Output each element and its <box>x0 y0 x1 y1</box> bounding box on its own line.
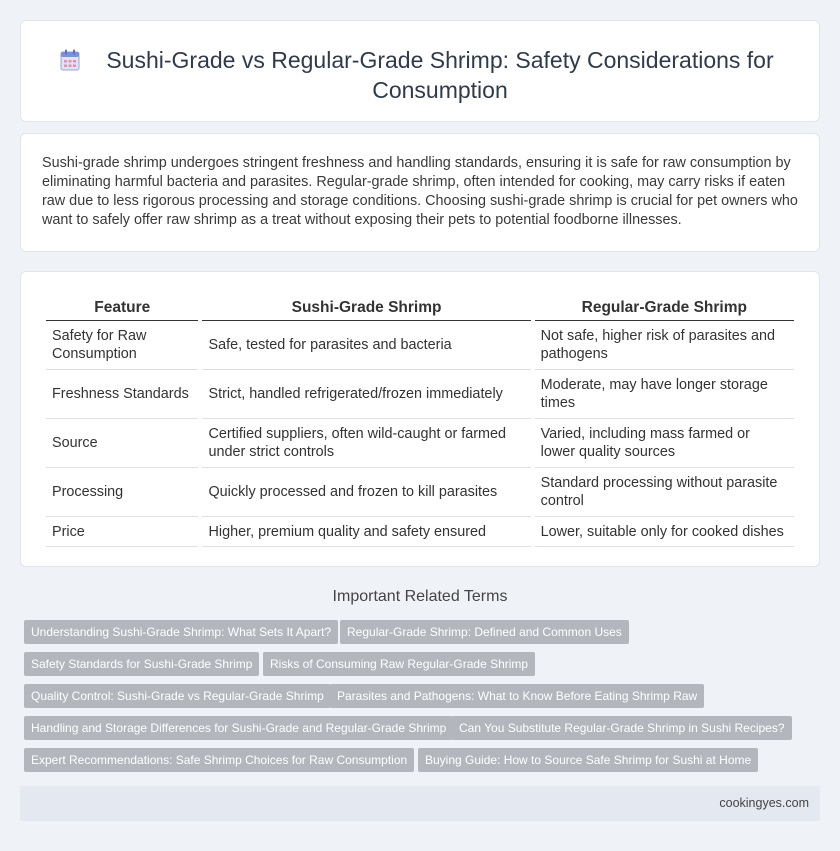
table-row <box>46 517 794 547</box>
table-header-row <box>46 295 794 321</box>
table-cell: Safety for Raw Consumption <box>46 321 198 370</box>
related-term-link[interactable]: Quality Control: Sushi-Grade vs Regular-Grade Shrimp <box>24 684 331 708</box>
intro-text: Sushi-grade shrimp undergoes stringent freshness and handling standards, ensuring it is safe for raw consumption by eliminating harmful bacteria and parasites. Regular-grade shrimp, often intended for cooking, may carry risks if eaten raw due to less rigorous processing and storage conditions. Choosing sushi-grade shrimp is crucial for pet owners who want to safely offer raw shrimp as a treat without exposing their pets to potential foodborne illnesses. <box>42 155 798 228</box>
table-cell: Source <box>46 419 198 468</box>
related-term-link[interactable]: Understanding Sushi-Grade Shrimp: What Sets It Apart? <box>24 620 338 644</box>
table-cell: Varied, including mass farmed or lower quality sources <box>535 419 794 468</box>
table-row <box>46 321 794 370</box>
column-header: Regular-Grade Shrimp <box>535 295 794 321</box>
table-cell: Strict, handled refrigerated/frozen immediately <box>202 370 530 419</box>
calendar-icon <box>60 49 80 71</box>
table-cell: Certified suppliers, often wild-caught or farmed under strict controls <box>202 419 530 468</box>
related-term-link[interactable]: Parasites and Pathogens: What to Know Before Eating Shrimp Raw <box>330 684 704 708</box>
table-cell: Higher, premium quality and safety ensured <box>202 517 530 547</box>
table-cell: Freshness Standards <box>46 370 198 419</box>
column-header: Feature <box>46 295 198 321</box>
comparison-card <box>20 271 820 567</box>
table-cell: Standard processing without parasite control <box>535 468 794 517</box>
related-term-link[interactable]: Regular-Grade Shrimp: Defined and Common Uses <box>340 620 629 644</box>
related-term-link[interactable]: Expert Recommendations: Safe Shrimp Choices for Raw Consumption <box>24 748 414 772</box>
table-cell: Lower, suitable only for cooked dishes <box>535 517 794 547</box>
site-name[interactable]: cookingyes.com <box>719 796 809 810</box>
related-term-link[interactable]: Handling and Storage Differences for Sushi-Grade and Regular-Grade Shrimp <box>24 716 453 740</box>
related-term-link[interactable]: Risks of Consuming Raw Regular-Grade Shrimp <box>263 652 535 676</box>
comparison-table <box>42 295 798 547</box>
title-card <box>20 20 820 122</box>
table-cell: Quickly processed and frozen to kill parasites <box>202 468 530 517</box>
table-cell: Safe, tested for parasites and bacteria <box>202 321 530 370</box>
table-row <box>46 370 794 419</box>
column-header: Sushi-Grade Shrimp <box>202 295 530 321</box>
related-term-link[interactable]: Buying Guide: How to Source Safe Shrimp for Sushi at Home <box>418 748 758 772</box>
table-cell: Price <box>46 517 198 547</box>
table-row <box>46 419 794 468</box>
footer <box>20 786 820 821</box>
intro-card <box>20 133 820 252</box>
table-cell: Processing <box>46 468 198 517</box>
related-term-link[interactable]: Can You Substitute Regular-Grade Shrimp in Sushi Recipes? <box>452 716 792 740</box>
related-terms-title: Important Related Terms <box>332 588 508 605</box>
table-cell: Not safe, higher risk of parasites and pathogens <box>535 321 794 370</box>
table-cell: Moderate, may have longer storage times <box>535 370 794 419</box>
page-title: Sushi-Grade vs Regular-Grade Shrimp: Safety Considerations for Consumption <box>106 47 774 103</box>
related-term-link[interactable]: Safety Standards for Sushi-Grade Shrimp <box>24 652 259 676</box>
table-row <box>46 468 794 517</box>
